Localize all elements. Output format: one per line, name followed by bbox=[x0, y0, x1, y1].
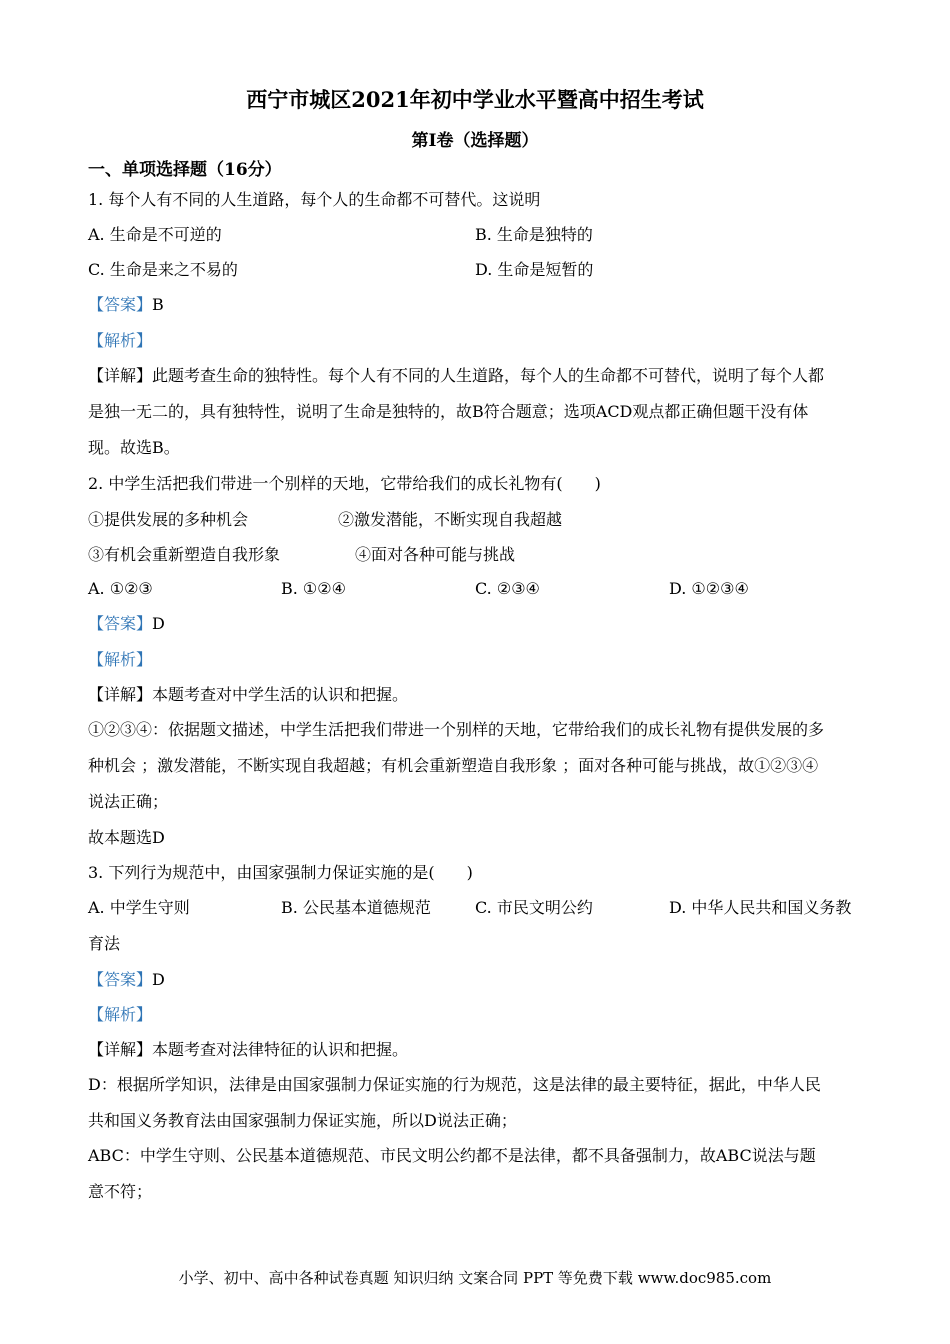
answer-label: 【答案】 bbox=[88, 970, 153, 989]
q2-detail-line: ①②③④：依据题文描述，中学生活把我们带进一个别样的天地，它带给我们的成长礼物有提供发展的多 bbox=[88, 720, 825, 739]
q3-detail-line: 共和国义务教育法由国家强制力保证实施，所以D说法正确； bbox=[88, 1111, 517, 1130]
q1-answer bbox=[88, 295, 164, 315]
q1-option-b: B. 生命是独特的 bbox=[475, 225, 593, 244]
q2-item: ④面对各种可能与挑战 bbox=[355, 545, 516, 564]
q3-option-d-continued: 育法 bbox=[88, 934, 121, 953]
q2-option-a: A. ①②③ bbox=[88, 579, 153, 598]
q3-detail-line: 【详解】本题考查对法律特征的认识和把握。 bbox=[88, 1040, 409, 1059]
q1-option-a: A. 生命是不可逆的 bbox=[88, 225, 222, 244]
q3-stem: 3. 下列行为规范中，由国家强制力保证实施的是( ) bbox=[88, 863, 473, 882]
q1-stem: 1. 每个人有不同的人生道路，每个人的生命都不可替代。这说明 bbox=[88, 190, 541, 209]
q2-analysis-label: 【解析】 bbox=[88, 650, 153, 669]
q1-detail-line: 是独一无二的，具有独特性，说明了生命是独特的，故B符合题意；选项ACD观点都正确但题干没有体 bbox=[88, 402, 809, 421]
answer-value: B bbox=[152, 295, 164, 314]
q3-detail-line: D：根据所学知识，法律是由国家强制力保证实施的行为规范，这是法律的最主要特征，据此，中华人民 bbox=[88, 1075, 821, 1094]
q3-option-a: A. 中学生守则 bbox=[88, 898, 190, 917]
detail-label: 【详解】 bbox=[88, 366, 153, 385]
section-heading: 一、单项选择题（16分） bbox=[88, 160, 282, 180]
q2-item: ②激发潜能，不断实现自我超越 bbox=[338, 510, 563, 529]
q2-option-d: D. ①②③④ bbox=[669, 579, 749, 598]
answer-label: 【答案】 bbox=[88, 614, 153, 633]
q2-option-c: C. ②③④ bbox=[475, 579, 540, 598]
answer-value: D bbox=[152, 614, 165, 633]
q2-item: ①提供发展的多种机会 bbox=[88, 510, 249, 529]
q2-detail-line: 【详解】本题考查对中学生活的认识和把握。 bbox=[88, 685, 409, 704]
q1-detail-line: 【详解】此题考查生命的独特性。每个人有不同的人生道路，每个人的生命都不可替代，说明了每个人都 bbox=[88, 366, 825, 385]
q3-option-d: D. 中华人民共和国义务教 bbox=[669, 898, 852, 917]
answer-label: 【答案】 bbox=[88, 295, 153, 314]
q3-detail-line: ABC：中学生守则、公民基本道德规范、市民文明公约都不是法律，都不具备强制力，故ABC说法与题 bbox=[88, 1146, 816, 1165]
exam-title: 西宁市城区2021年初中学业水平暨高中招生考试 bbox=[246, 87, 704, 112]
q3-detail-line: 意不符； bbox=[88, 1182, 153, 1201]
q2-answer bbox=[88, 614, 165, 634]
q1-option-d: D. 生命是短暂的 bbox=[475, 260, 594, 279]
page-footer: 小学、初中、高中各种试卷真题 知识归纳 文案合同 PPT 等免费下载 www.doc985.com bbox=[178, 1269, 772, 1287]
q1-option-c: C. 生命是来之不易的 bbox=[88, 260, 238, 279]
q3-analysis-label: 【解析】 bbox=[88, 1005, 153, 1024]
q1-analysis-label: 【解析】 bbox=[88, 331, 153, 350]
answer-value: D bbox=[152, 970, 165, 989]
q2-detail-line: 故本题选D bbox=[88, 828, 165, 847]
detail-label: 【详解】 bbox=[88, 685, 153, 704]
q2-detail-line: 说法正确； bbox=[88, 792, 169, 811]
volume-title: 第I卷（选择题） bbox=[411, 131, 539, 151]
q2-stem: 2. 中学生活把我们带进一个别样的天地，它带给我们的成长礼物有( ) bbox=[88, 474, 601, 493]
q1-detail-line: 现。故选B。 bbox=[88, 438, 180, 457]
detail-label: 【详解】 bbox=[88, 1040, 153, 1059]
q3-answer bbox=[88, 970, 165, 990]
q2-detail-line: 种机会 ；激发潜能，不断实现自我超越；有机会重新塑造自我形象 ；面对各种可能与挑战，故①②③④ bbox=[88, 756, 819, 775]
q3-option-c: C. 市民文明公约 bbox=[475, 898, 593, 917]
q2-option-b: B. ①②④ bbox=[281, 579, 346, 598]
q2-item: ③有机会重新塑造自我形象 bbox=[88, 545, 281, 564]
q3-option-b: B. 公民基本道德规范 bbox=[281, 898, 431, 917]
